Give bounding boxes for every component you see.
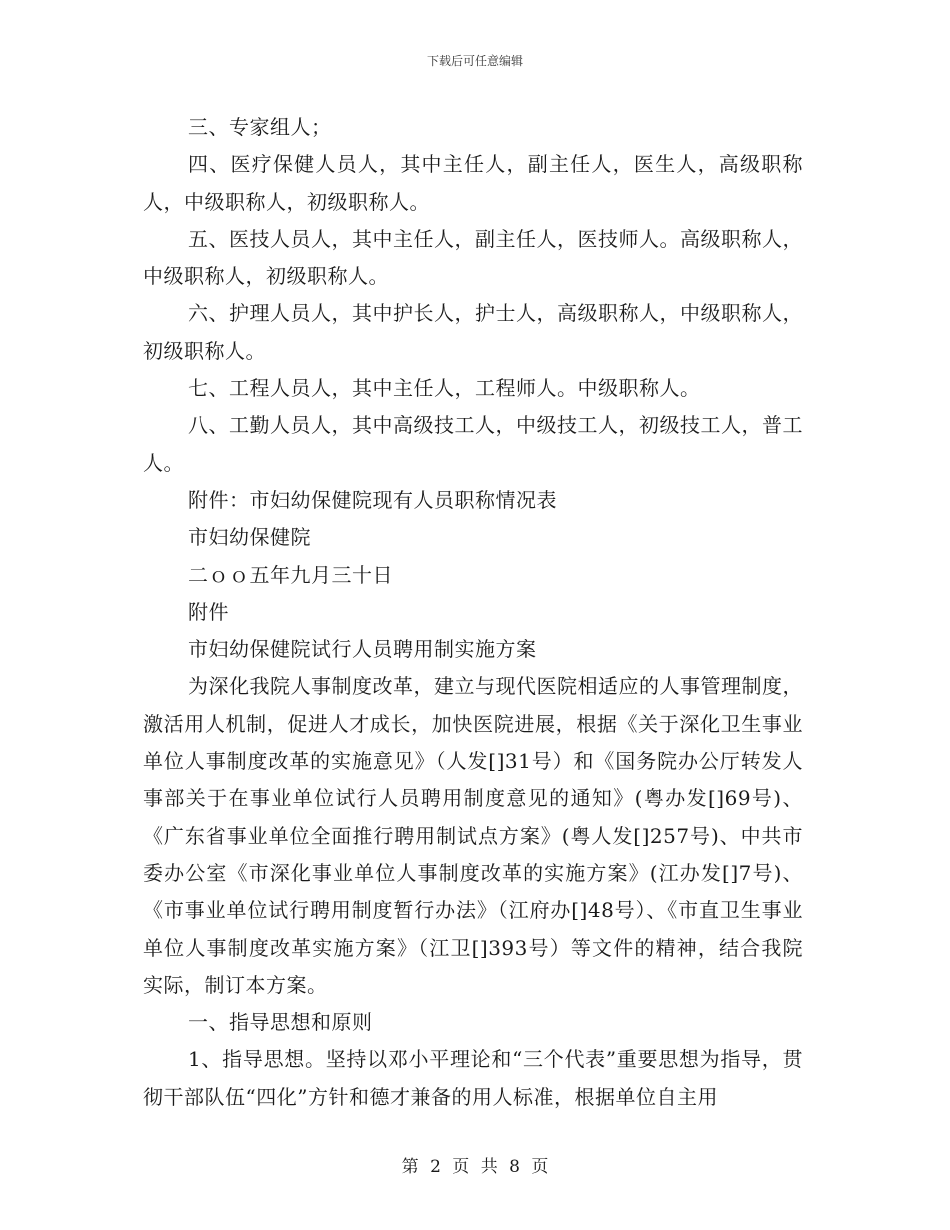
- attachment-line: 附件：市妇幼保健院现有人员职称情况表: [188, 487, 557, 512]
- page-number-footer: 第 2 页 共 8 页: [401, 1157, 549, 1177]
- page-header-note: 下载后可任意编辑: [426, 54, 523, 68]
- body-paragraph: 八、工勤人员人，其中高级技工人，中级技工人，初级技工人，普工人。: [143, 413, 803, 475]
- attachment-title: 市妇幼保健院试行人员聘用制实施方案: [188, 637, 537, 662]
- document-body: [143, 109, 803, 1116]
- section-heading: 一、指导思想和原则: [188, 1010, 373, 1035]
- body-paragraph: 六、护理人员人，其中护长人，护士人，高级职称人，中级职称人，初级职称人。: [143, 301, 803, 363]
- body-paragraph: 七、工程人员人，其中主任人，工程师人。中级职称人。: [188, 376, 701, 401]
- body-paragraph: 四、医疗保健人员人，其中主任人，副主任人，医生人，高级职称人，中级职称人，初级职称人。: [143, 152, 803, 214]
- body-paragraph: 为深化我院人事制度改革，建立与现代医院相适应的人事管理制度，激活用人机制，促进人才成长，加快医院进展，根据《关于深化卫生事业单位人事制度改革的实施意见》（人发[]31号）和《国务院办公厅转发人事部关于在事业单位试行人员聘用制度意见的通知》(粤办发[]69号)、《广东省事业单位全面推行聘用制试点方案》(粤人发[]257号)、中共市委办公室《市深化事业单位人事制度改革的实施方案》(江办发[]7号)、《市事业单位试行聘用制度暂行办法》（江府办[]48号）、《市直卫生事业单位人事制度改革实施方案》（江卫[]393号）等文件的精神，结合我院实际，制订本方案。: [143, 674, 803, 997]
- signature-date: 二ｏｏ五年九月三十日: [188, 562, 393, 587]
- body-paragraph: 五、医技人员人，其中主任人，副主任人，医技师人。高级职称人，中级职称人，初级职称人。: [143, 226, 803, 289]
- body-paragraph: 三、专家组人；: [188, 115, 332, 139]
- attachment-heading: 附件: [188, 599, 229, 624]
- body-paragraph: 1、指导思想。坚持以邓小平理论和“三个代表”重要思想为指导，贯彻干部队伍“四化”方针和德才兼备的用人标准，根据单位自主用: [143, 1047, 803, 1109]
- signature-organization: 市妇幼保健院: [188, 525, 311, 550]
